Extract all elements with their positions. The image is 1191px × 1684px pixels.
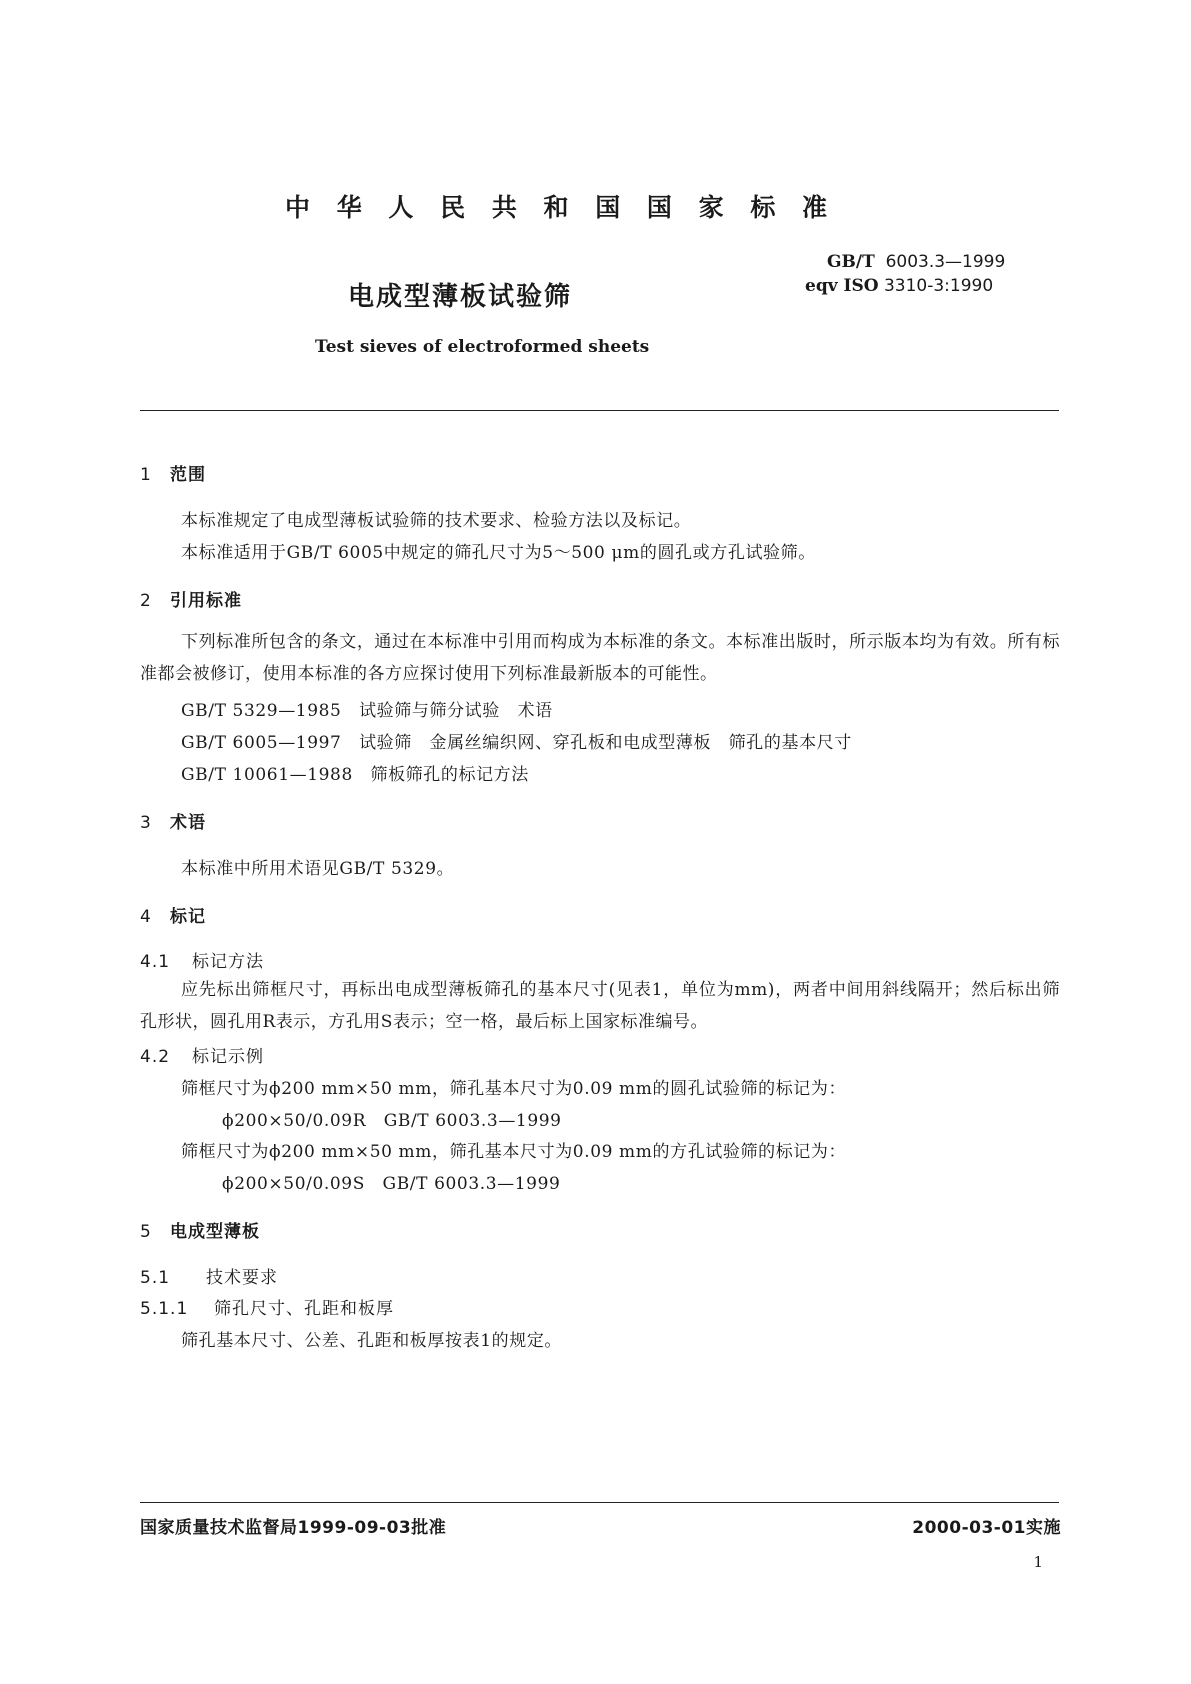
section-title: 术语: [170, 813, 206, 833]
national-standard-heading: 中 华 人 民 共 和 国 国 家 标 准: [285, 193, 837, 222]
example-marking: ϕ200×50/0.09S GB/T 6003.3—1999: [222, 1174, 561, 1194]
subsection-number: 5.1.1: [140, 1299, 189, 1319]
top-divider: [140, 410, 1059, 411]
subsection-4-2-heading: [140, 1042, 264, 1067]
section-number: 3: [140, 813, 152, 833]
section-number: 4: [140, 907, 152, 927]
section-2-heading: [140, 586, 242, 611]
section-title: 范围: [170, 465, 206, 485]
section-5-heading: [140, 1217, 260, 1242]
approval-line: 国家质量技术监督局1999-09-03批准: [140, 1518, 447, 1538]
document-title-english: Test sieves of electroformed sheets: [315, 337, 650, 357]
paragraph: 本标准适用于GB/T 6005中规定的筛孔尺寸为5～500 μm的圆孔或方孔试验筛。: [181, 543, 816, 563]
section-number: 1: [140, 465, 152, 485]
subsection-5-1-heading: [140, 1263, 278, 1288]
subsection-title: 技术要求: [206, 1268, 278, 1288]
bottom-divider: [140, 1502, 1059, 1503]
subsection-title: 标记示例: [192, 1047, 264, 1067]
subsection-title: 标记方法: [192, 952, 264, 972]
section-title: 电成型薄板: [170, 1222, 260, 1242]
subsection-title: 筛孔尺寸、孔距和板厚: [214, 1299, 394, 1319]
example-text: 筛框尺寸为ϕ200 mm×50 mm，筛孔基本尺寸为0.09 mm的圆孔试验筛的标记为：: [181, 1079, 847, 1099]
section-number: 5: [140, 1222, 152, 1242]
subsection-number: 4.2: [140, 1047, 171, 1067]
reference-item: GB/T 10061—1988 筛板筛孔的标记方法: [181, 765, 529, 785]
example-text: 筛框尺寸为ϕ200 mm×50 mm，筛孔基本尺寸为0.09 mm的方孔试验筛的标记为：: [181, 1142, 847, 1162]
example-marking: ϕ200×50/0.09R GB/T 6003.3—1999: [222, 1111, 562, 1131]
paragraph: 应先标出筛框尺寸，再标出电成型薄板筛孔的基本尺寸(见表1，单位为mm)，两者中间用斜线隔开；然后标出筛孔形状，圆孔用R表示，方孔用S表示；空一格，最后标上国家标准编号。: [140, 980, 1060, 1032]
eqv-label: eqv ISO: [805, 276, 879, 296]
section-4-heading: [140, 902, 206, 927]
std-number: 6003.3—1999: [885, 252, 1006, 272]
reference-item: GB/T 6005—1997 试验筛 金属丝编织网、穿孔板和电成型薄板 筛孔的基本尺寸: [181, 733, 852, 753]
paragraph: 下列标准所包含的条文，通过在本标准中引用而构成为本标准的条文。本标准出版时，所示版本均为有效。所有标准都会被修订，使用本标准的各方应探讨使用下列标准最新版本的可能性。: [140, 632, 1060, 684]
section-title: 引用标准: [170, 591, 242, 611]
implementation-date: 2000-03-01实施: [912, 1518, 1061, 1538]
std-number-label: GB/T: [827, 252, 875, 272]
page-number: 1: [1033, 1553, 1043, 1571]
subsection-number: 4.1: [140, 952, 171, 972]
subsection-4-1-heading: [140, 947, 264, 972]
paragraph: 筛孔基本尺寸、公差、孔距和板厚按表1的规定。: [181, 1331, 563, 1351]
paragraph: 本标准中所用术语见GB/T 5329。: [181, 859, 455, 879]
subsection-number: 5.1: [140, 1268, 171, 1288]
reference-item: GB/T 5329—1985 试验筛与筛分试验 术语: [181, 701, 553, 721]
section-number: 2: [140, 591, 152, 611]
paragraph: 本标准规定了电成型薄板试验筛的技术要求、检验方法以及标记。: [181, 511, 692, 531]
section-3-heading: [140, 808, 206, 833]
section-title: 标记: [170, 907, 206, 927]
subsection-5-1-1-heading: [140, 1294, 394, 1319]
standard-number-block: [805, 250, 1005, 298]
section-1-heading: [140, 460, 206, 485]
eqv-number: 3310-3:1990: [883, 276, 994, 296]
document-title: 电成型薄板试验筛: [348, 282, 573, 312]
